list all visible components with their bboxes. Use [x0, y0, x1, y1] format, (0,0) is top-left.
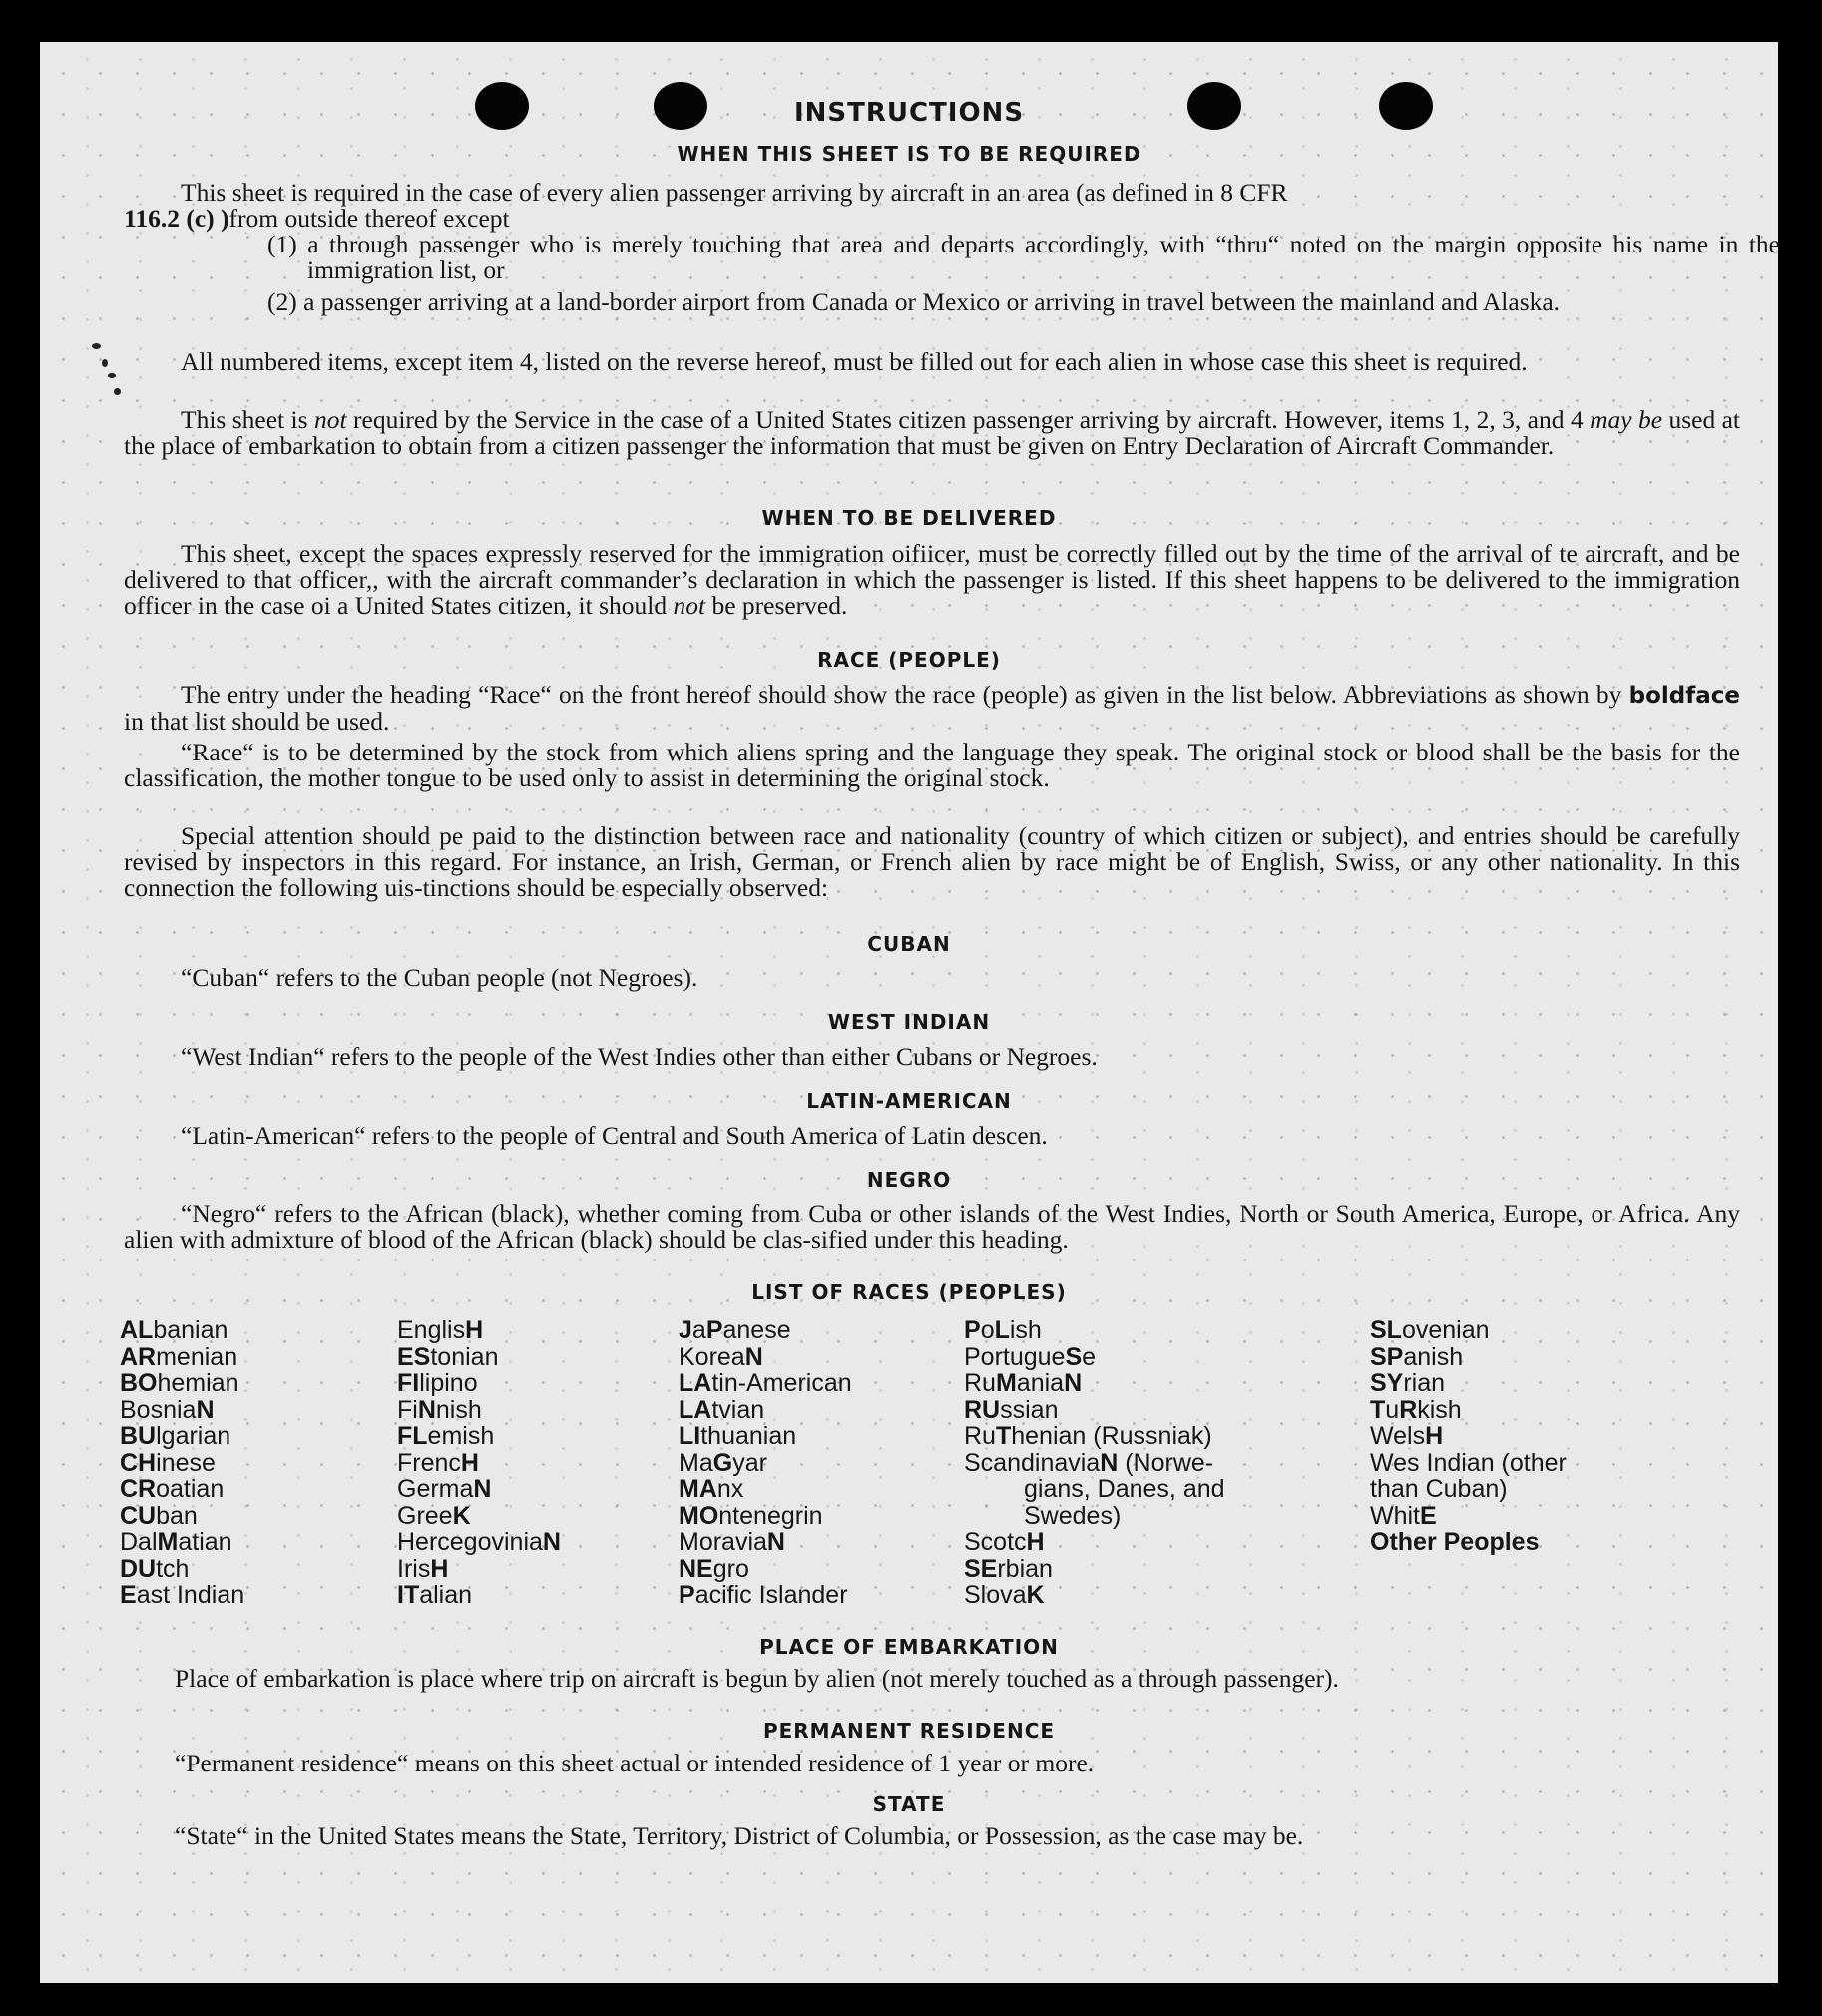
race-list-item: SlovaK: [964, 1581, 1045, 1609]
race-list-item: ARmenian: [120, 1342, 238, 1371]
required-paragraph-1: This sheet is required in the case of every alien passenger arriving by aircraft in an area (as defined in 8 CFR 116.2 (c) )from outside thereof except: [124, 178, 1288, 233]
race-list-item: EStonian: [397, 1342, 499, 1371]
heading-list-of-races: LIST OF RACES (PEOPLES): [751, 1280, 1067, 1304]
heading-cuban: CUBAN: [867, 932, 951, 956]
race-list-item: DalMatian: [120, 1528, 232, 1556]
west-indian-text: “West Indian“ refers to the people of the West Indies other than either Cubans or Negroes.: [181, 1042, 1098, 1071]
race-list-item: CRoatian: [120, 1475, 225, 1503]
race-list-item: MaGyar: [679, 1448, 767, 1477]
race-list-item: GermaN: [397, 1475, 492, 1503]
race-list-item: LAtin-American: [679, 1369, 852, 1397]
race-list-item: BUlgarian: [120, 1422, 231, 1450]
race-list-column-4: [964, 1317, 1225, 1609]
race-list-column-3: [679, 1317, 852, 1609]
race-list-item: RUssian: [964, 1395, 1059, 1424]
race-list-item: ITalian: [397, 1581, 473, 1609]
cuban-text: “Cuban“ refers to the Cuban people (not Negroes).: [181, 963, 698, 992]
race-list-column-2: [397, 1317, 561, 1609]
race-list-item: SPanish: [1370, 1342, 1464, 1371]
race-list-item: TuRkish: [1370, 1395, 1462, 1424]
race-paragraph-2: “Race“ is to be determined by the stock from which aliens spring and the language they speak. The original stock or blood shall be the basis for the classification, the mother tongue to be used only to assist in determining the original stock.: [124, 738, 1740, 792]
required-item-2: (2) a passenger arriving at a land-border airport from Canada or Mexico or arriving in travel between the mainland and Alaska.: [267, 287, 1561, 316]
embarkation-text: Place of embarkation is place where trip on aircraft is begun by alien (not merely touched as a through passenger).: [175, 1664, 1339, 1693]
race-list-item: SLovenian: [1370, 1316, 1490, 1344]
race-list-item: LIthuanian: [679, 1422, 797, 1450]
heading-when-required: WHEN THIS SHEET IS TO BE REQUIRED: [677, 142, 1141, 166]
race-list-item: than Cuban): [1370, 1475, 1508, 1503]
race-list-item: RuManiaN: [964, 1369, 1083, 1397]
required-item-1: (1) a through passenger who is merely touching that area and departs accordingly, with “thru“ noted on the margin opposite his name in the immigration list, or: [267, 230, 1780, 284]
race-list-item: Swedes): [1024, 1501, 1122, 1530]
race-list-item: BOhemian: [120, 1369, 239, 1397]
race-list-item: Pacific Islander: [679, 1581, 848, 1609]
race-list-item: SYrian: [1370, 1369, 1446, 1397]
residence-text: “Permanent residence“ means on this sheet actual or intended residence of 1 year or more.: [175, 1749, 1095, 1777]
heading-latin-american: LATIN-AMERICAN: [806, 1089, 1012, 1113]
race-list-item: FiNnish: [397, 1395, 482, 1424]
race-list-item: East Indian: [120, 1581, 245, 1609]
heading-permanent-residence: PERMANENT RESIDENCE: [762, 1719, 1056, 1743]
race-list-item: IrisH: [397, 1554, 449, 1583]
race-list-item: RuThenian (Russniak): [964, 1422, 1212, 1450]
heading-place-of-embarkation: PLACE OF EMBARKATION: [759, 1635, 1059, 1659]
race-list-item: Other Peoples: [1370, 1528, 1540, 1556]
state-text: “State“ in the United States means the State, Territory, District of Columbia, or Possession, as the case may be.: [175, 1821, 1304, 1850]
race-list-item: LAtvian: [679, 1395, 765, 1424]
race-list-item: SErbian: [964, 1554, 1053, 1583]
race-paragraph-3: Special attention should pe paid to the distinction between race and nationality (country of which citizen or subject), and entries should be carefully revised by inspectors in this regard. For instance, an Irish, German, or French alien by race might be of English, Swiss, or any other nationality. In this connection the following uis-tinctions should be especially observed:: [124, 821, 1740, 902]
heading-negro: NEGRO: [866, 1168, 952, 1192]
required-paragraph-2: All numbered items, except item 4, listed on the reverse hereof, must be filled out for each alien in whose case this sheet is required.: [181, 347, 1528, 376]
race-list-item: KoreaN: [679, 1342, 763, 1371]
race-list-item: BosniaN: [120, 1395, 215, 1424]
race-list-item: EnglisH: [397, 1316, 484, 1344]
race-list-item: JaPanese: [679, 1316, 791, 1344]
delivered-paragraph: This sheet, except the spaces expressly reserved for the immigration oifiicer, must be correctly filled out by the time of the arrival of te aircraft, and be delivered to that officer,, with the aircraft commander’s declaration in which the passenger is listed. If this sheet happens to be delivered to the immigration officer in the case oi a United States citizen, it should not be preserved.: [124, 539, 1740, 620]
heading-when-delivered: WHEN TO BE DELIVERED: [761, 506, 1057, 530]
race-list-item: PoLish: [964, 1316, 1042, 1344]
race-list-item: WhitE: [1370, 1501, 1437, 1530]
instruction-sheet: [40, 42, 1778, 1983]
race-list-item: MOntenegrin: [679, 1501, 823, 1530]
latin-american-text: “Latin-American“ refers to the people of Central and South America of Latin descen.: [181, 1121, 1048, 1150]
heading-race: RACE (PEOPLE): [817, 648, 1001, 672]
race-list-item: MAnx: [679, 1475, 744, 1503]
page-title: INSTRUCTIONS: [793, 98, 1025, 128]
race-list-item: ScandinaviaN (Norwe-: [964, 1448, 1214, 1477]
heading-state: STATE: [872, 1792, 946, 1816]
race-list-item: DUtch: [120, 1554, 190, 1583]
race-list-item: FIlipino: [397, 1369, 478, 1397]
race-list-item: gians, Danes, and: [1024, 1475, 1225, 1503]
race-list-item: GreeK: [397, 1501, 471, 1530]
race-list-item: CHinese: [120, 1448, 216, 1477]
race-list-item: CUban: [120, 1501, 198, 1530]
race-list-item: NEgro: [679, 1554, 749, 1583]
race-list-item: Wes Indian (other: [1370, 1448, 1567, 1477]
race-list-item: MoraviaN: [679, 1528, 785, 1556]
race-list-item: FrencH: [397, 1448, 479, 1477]
race-list-item: ScotcH: [964, 1528, 1045, 1556]
race-list-item: WelsH: [1370, 1422, 1444, 1450]
race-list-column-5: [1370, 1317, 1741, 1556]
race-list-item: PortugueSe: [964, 1342, 1097, 1371]
race-list-column-1: [120, 1317, 244, 1609]
race-paragraph-1: The entry under the heading “Race“ on the front hereof should show the race (people) as given in the list below. Abbreviations as shown by boldface in that list should be used.: [124, 680, 1740, 736]
negro-text: “Negro“ refers to the African (black), whether coming from Cuba or other islands of the West Indies, North or South America, Europe, or Africa. Any alien with admixture of blood of the African (black) should be clas-sified under this heading.: [124, 1199, 1740, 1254]
heading-west-indian: WEST INDIAN: [827, 1010, 991, 1034]
race-list-item: ALbanian: [120, 1316, 228, 1344]
race-list-item: HercegoviniaN: [397, 1528, 561, 1556]
race-list-item: FLemish: [397, 1422, 495, 1450]
required-paragraph-3: This sheet is not required by the Service in the case of a United States citizen passenger arriving by aircraft. However, items 1, 2, 3, and 4 may be used at the place of embarkation to obtain from a citizen passenger the information that must be given on Entry Declaration of Aircraft Commander.: [124, 405, 1741, 460]
